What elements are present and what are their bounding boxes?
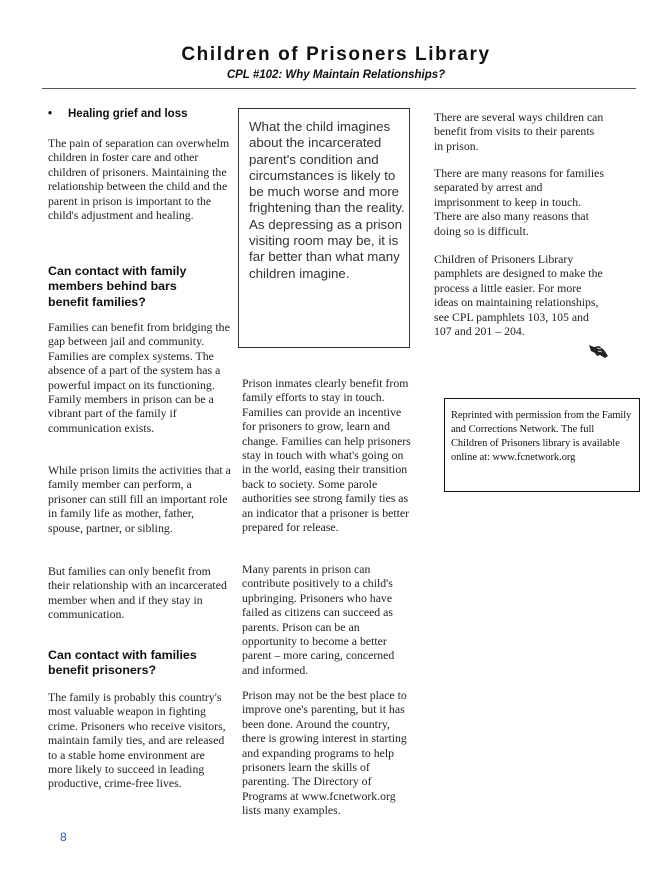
reprint-notice-text: Reprinted with permission from the Family and Corrections Network. The full Children of Prisoners library is available online at: www.fcnetwork.org	[451, 410, 632, 464]
left-para-weapon: The family is probably this country's most valuable weapon in fighting crime. Prisoners who receive visitors, maintain family ties, and are released to a stable home environment are more likely to succeed in leading productive, crime-free lives.	[48, 690, 226, 791]
page-subtitle: CPL #102: Why Maintain Relationships?	[226, 69, 446, 81]
left-para-communication: But families can only benefit from their relationship with an incarcerated member when and if they stay in communication.	[48, 564, 227, 622]
left-para-healing: The pain of separation can overwhelm children in foster care and other children of prisoners. Maintaining the relationship between the child and the parent in prison is important to the child's adjustment and healing.	[48, 136, 230, 223]
page-number: 8	[60, 830, 67, 844]
bullet-heading	[48, 108, 238, 120]
middle-para-parenting: Prison may not be the best place to improve one's parenting, but it has been done. Around the country, there is growing interest in starting and expanding programs to help prisoners learn the skills of parenting. The Directory of Programs at www.fcnetwork.org lists many examples.	[242, 688, 407, 818]
middle-para-inmates: Prison inmates clearly benefit from family efforts to stay in touch. Families can provide an incentive for prisoners to grow, learn and change. Families can help prisoners stay in touch with what's going on in the world, easing their transition back to society. Some parole authorities see strong family ties as an indicator that a prisoner is better prepared for release.	[242, 376, 411, 535]
pull-quote-text: What the child imagines about the incarcerated parent's condition and circumstances is likely to be much worse and more frightening than the reality. As depressing as a prison visiting room may be, it is far better than what many children imagine.	[249, 119, 405, 281]
pointing-hand-icon	[588, 342, 610, 360]
reprint-notice-box	[444, 398, 640, 492]
page-title: Children of Prisoners Library	[181, 44, 491, 65]
heading-benefit-families: Can contact with family members behind bars benefit families?	[48, 264, 187, 309]
left-para-bridging: Families can benefit from bridging the gap between jail and community. Families are complex systems. The absence of a part of the system has a powerful impact on its functioning. Family members in prison can be a vibrant part of the family if communication exists.	[48, 320, 230, 435]
header-divider	[42, 88, 636, 89]
bullet-heading-text: Healing grief and loss	[68, 108, 188, 120]
right-para-visits: There are several ways children can benefit from visits to their parents in prison.	[434, 110, 604, 153]
right-para-pamphlets: Children of Prisoners Library pamphlets are designed to make the process a little easier. For more ideas on maintaining relationships, see CPL pamphlets 103, 105 and 107 and 201 – 204.	[434, 252, 603, 339]
bullet-icon: •	[48, 108, 53, 120]
pull-quote-box	[238, 108, 410, 348]
heading-benefit-prisoners: Can contact with families benefit prisoners?	[48, 648, 197, 678]
right-para-reasons: There are many reasons for families separated by arrest and imprisonment to keep in touch. There are also many reasons that doing so is difficult.	[434, 166, 604, 238]
middle-para-parents: Many parents in prison can contribute positively to a child's upbringing. Prisoners who have failed as citizens can succeed as parents. Prison can be an opportunity to become a better parent – more caring, concerned and informed.	[242, 562, 395, 677]
left-para-limits: While prison limits the activities that a family member can perform, a prisoner can still fill an important role in family life as mother, father, spouse, partner, or sibling.	[48, 463, 231, 535]
